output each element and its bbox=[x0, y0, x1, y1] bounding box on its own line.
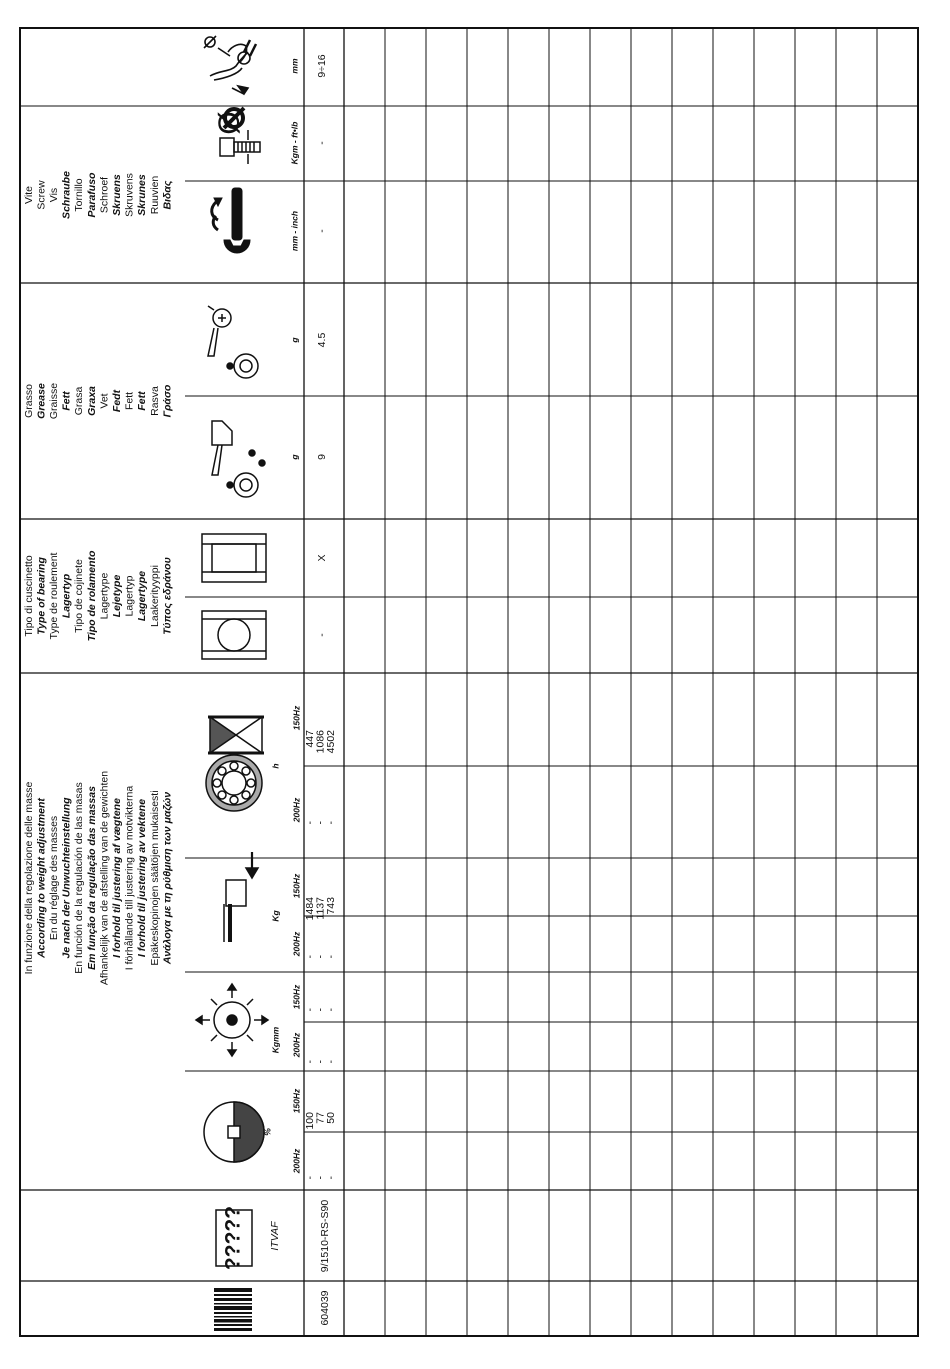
header-line: Je nach der Unwuchteinstellung bbox=[60, 797, 73, 959]
header-line: Rasva bbox=[148, 386, 161, 416]
roller-bearing-value: X bbox=[315, 554, 328, 562]
header-line: Lagertyp bbox=[123, 575, 136, 617]
header-line: Tipo de rolamento bbox=[85, 550, 98, 642]
percent-200hz-values: - bbox=[324, 1176, 337, 1180]
header-line: Schroef bbox=[98, 176, 111, 214]
eccentric-weight-icon bbox=[204, 1102, 264, 1162]
header-line: Βιδας bbox=[161, 180, 174, 210]
header-line: En du réglage des masses bbox=[47, 815, 60, 941]
header-line: Fett bbox=[60, 391, 73, 411]
hours-200hz-values: - bbox=[324, 821, 337, 825]
kg-150hz-values: 1484 bbox=[303, 897, 316, 921]
force-kg-icon bbox=[224, 852, 258, 942]
percent-150hz-values: 50 bbox=[324, 1112, 337, 1124]
unit-hours: h bbox=[270, 763, 281, 769]
header-line: Skruens bbox=[110, 174, 123, 216]
question-marks: ????? bbox=[221, 1205, 245, 1271]
header-line: Lejetype bbox=[110, 574, 123, 618]
bearing-designation: 9/1510-RS-S90 bbox=[318, 1199, 331, 1273]
header-line: Screw bbox=[35, 180, 48, 210]
wrench-size-value: - bbox=[315, 229, 328, 233]
unit-200hz: 200Hz bbox=[291, 1148, 302, 1174]
centrifugal-force-icon bbox=[196, 984, 268, 1056]
header-line: In funzione della regolazione delle masse bbox=[22, 781, 35, 975]
unit-150hz: 150Hz bbox=[291, 1088, 302, 1114]
diameter-value: 9÷16 bbox=[315, 54, 328, 78]
percent-200hz-values: - bbox=[314, 1176, 327, 1180]
header-line: Graxa bbox=[85, 386, 98, 416]
wrench-icon bbox=[212, 188, 250, 253]
table-grid bbox=[20, 28, 918, 1336]
header-line: According to weight adjustment bbox=[35, 798, 48, 958]
header-line: Type de roulement bbox=[47, 552, 60, 640]
hours-200hz-values: - bbox=[303, 821, 316, 825]
header-line: Γράσο bbox=[161, 384, 174, 418]
header-screw bbox=[23, 171, 174, 219]
header-line: Tornillo bbox=[73, 178, 86, 212]
percent-150hz-values: 77 bbox=[314, 1112, 327, 1124]
unit-kgmm: Kgmm bbox=[270, 1026, 281, 1054]
hours-150hz-values: 447 bbox=[303, 730, 316, 748]
header-line: Ανάλογα με τη ρύθμιση των μαζών bbox=[161, 791, 174, 965]
header-line: Grasa bbox=[73, 386, 86, 416]
header-line: Fedt bbox=[110, 389, 123, 413]
kg-150hz-values: 743 bbox=[324, 897, 337, 915]
header-grease bbox=[23, 383, 174, 419]
header-line: I forhold til justering av vektene bbox=[136, 798, 149, 958]
kgmm-150hz-values: - bbox=[314, 1008, 327, 1012]
ball-bearing-icon bbox=[202, 611, 266, 659]
unknown-part-icon bbox=[216, 1206, 252, 1270]
kgmm-150hz-values: - bbox=[303, 1008, 316, 1012]
kgmm-150hz-values: - bbox=[324, 1008, 337, 1012]
diameter-symbol: Ø bbox=[212, 111, 246, 135]
header-line: Lagertyp bbox=[60, 573, 73, 619]
header-line: Vite bbox=[22, 186, 35, 204]
kg-200hz-values: - bbox=[303, 955, 316, 959]
header-line: Ruuvien bbox=[148, 175, 161, 215]
header-line: Schraube bbox=[60, 171, 73, 219]
header-line: Type of bearing bbox=[35, 557, 48, 635]
hours-150hz-values: 1086 bbox=[314, 730, 327, 754]
unit-150hz: 150Hz bbox=[291, 984, 302, 1010]
header-line: Lagertype bbox=[98, 572, 111, 620]
ball-bearing-value: - bbox=[315, 633, 328, 637]
header-line: Afhankelijk van de afstelling van de gewichten bbox=[98, 770, 111, 986]
unit-mm-inch: mm - inch bbox=[289, 210, 300, 252]
ball-bearing-life-icon bbox=[206, 755, 262, 811]
unit-percent: % bbox=[262, 1128, 273, 1136]
header-line: Vis bbox=[47, 187, 60, 203]
header-line: Graisse bbox=[47, 382, 60, 420]
header-line: Skruvens bbox=[123, 173, 136, 217]
header-line: Tipo di cuscinetto bbox=[22, 555, 35, 637]
header-line: Grease bbox=[35, 383, 48, 419]
header-line: Laakerityyppi bbox=[148, 565, 161, 627]
grease-gun-refill-icon bbox=[208, 306, 258, 378]
header-line: Tipo de cojinete bbox=[73, 559, 86, 633]
header-line: Parafuso bbox=[85, 172, 98, 218]
torque-value: - bbox=[315, 141, 328, 145]
product-code: 604039 bbox=[318, 1290, 331, 1326]
header-line: Fett bbox=[123, 391, 136, 411]
header-line: Skrunes bbox=[136, 174, 149, 216]
hours-150hz-values: 4502 bbox=[324, 730, 337, 754]
unit-mm: mm bbox=[289, 58, 300, 74]
barcode-icon bbox=[214, 1288, 252, 1331]
header-line: Vet bbox=[98, 393, 111, 409]
unit-grams: g bbox=[289, 454, 300, 460]
header-line: Τύπος εδράνου bbox=[161, 557, 174, 635]
manufacturer-label: ITVAF bbox=[268, 1221, 281, 1251]
kgmm-200hz-values: - bbox=[303, 1060, 316, 1064]
header-line: En función de la regulación de las masas bbox=[73, 782, 86, 974]
header-line: Fett bbox=[136, 391, 149, 411]
kg-200hz-values: - bbox=[324, 955, 337, 959]
header-line: Grasso bbox=[22, 384, 35, 418]
roller-bearing-icon bbox=[202, 534, 266, 582]
percent-200hz-values: - bbox=[303, 1176, 316, 1180]
header-bearing-type bbox=[23, 550, 174, 641]
unit-200hz: 200Hz bbox=[291, 931, 302, 957]
unit-200hz: 200Hz bbox=[291, 1032, 302, 1058]
header-line: Em função da regulação das massas bbox=[85, 786, 98, 970]
unit-150hz: 150Hz bbox=[291, 705, 302, 731]
kg-150hz-values: 1137 bbox=[314, 897, 327, 920]
percent-150hz-values: 100 bbox=[303, 1112, 316, 1130]
hand-bolt-diameter-icon bbox=[204, 36, 256, 94]
kgmm-200hz-values: - bbox=[314, 1060, 327, 1064]
bearing-life-hourglass-icon bbox=[208, 717, 264, 753]
header-line: Epäkeskopinojen säätöjen mukaisesti bbox=[148, 790, 161, 966]
header-line: Lagertype bbox=[136, 570, 149, 622]
unit-torque: Kgm - ft•lb bbox=[289, 121, 300, 165]
grease-initial-value: 9 bbox=[315, 454, 328, 460]
hours-200hz-values: - bbox=[314, 821, 327, 825]
grease-periodic-value: 4.5 bbox=[315, 332, 328, 348]
grease-gun-first-fill-icon bbox=[212, 421, 265, 497]
header-line: I förhållande till justering av motvikterna bbox=[123, 785, 136, 971]
header-weight-adjustment bbox=[23, 771, 174, 985]
unit-150hz: 150Hz bbox=[291, 873, 302, 899]
header-line: I forhold til justering af vægtene bbox=[110, 798, 123, 958]
unit-200hz: 200Hz bbox=[291, 797, 302, 823]
unit-grams: g bbox=[289, 337, 300, 343]
kgmm-200hz-values: - bbox=[324, 1060, 337, 1064]
kg-200hz-values: - bbox=[314, 955, 327, 959]
unit-kg: Kg bbox=[270, 910, 281, 922]
